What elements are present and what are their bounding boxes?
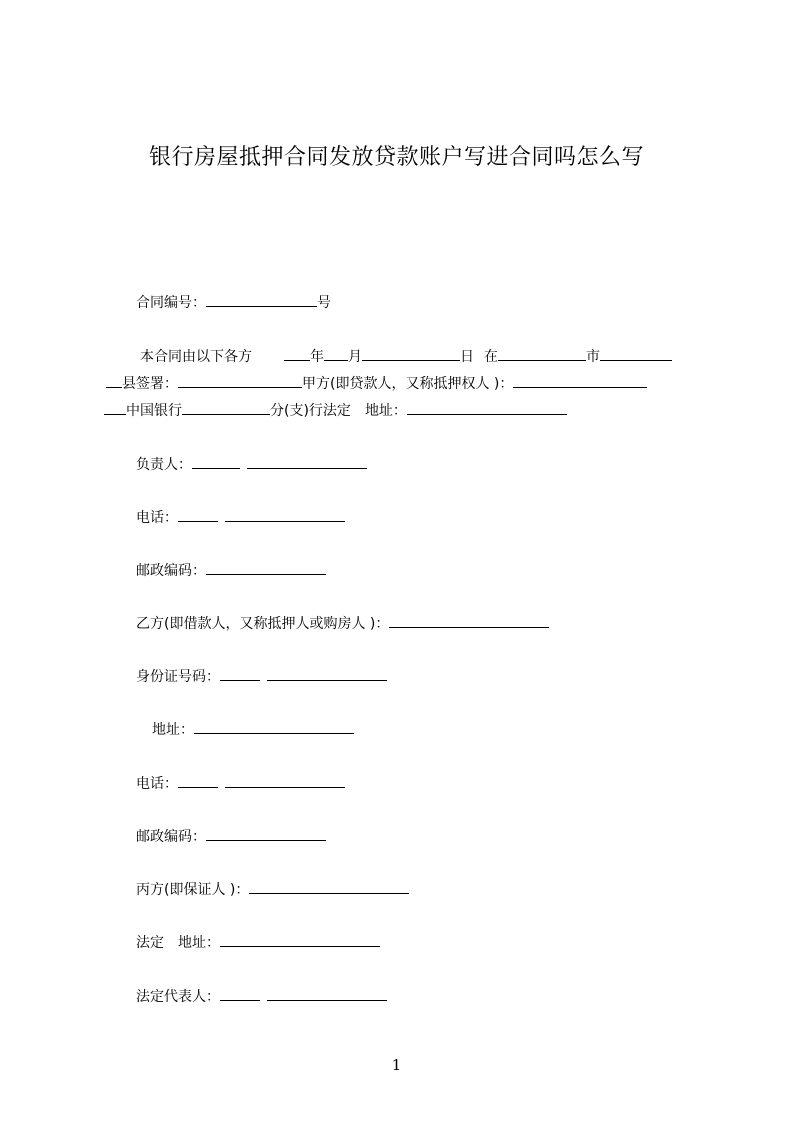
party-a-postcode-blank[interactable] <box>206 560 326 575</box>
party-b-phone-blank-a[interactable] <box>178 773 218 788</box>
party-b-address-blank[interactable] <box>194 719 354 734</box>
id-number-blank-a[interactable] <box>220 666 260 681</box>
legal-rep-blank-b[interactable] <box>267 986 387 1001</box>
legal-rep-line <box>136 986 387 1006</box>
sign-blank[interactable] <box>178 373 302 388</box>
id-number-label: 身份证号码： <box>136 669 220 685</box>
city-label: 市 <box>586 349 600 365</box>
party-a-postcode-label: 邮政编码： <box>136 563 206 579</box>
responsible-blank-b[interactable] <box>247 454 367 469</box>
party-a-phone-label: 电话： <box>136 510 178 526</box>
party-c-address-label: 地址： <box>178 935 220 951</box>
party-c-line <box>136 879 409 899</box>
party-a-blank[interactable] <box>513 373 647 388</box>
party-b-label: 乙方(即借款人，又称抵押人或购房人 )： <box>136 616 390 632</box>
party-b-blank[interactable] <box>389 613 549 628</box>
party-b-address-label: 地址： <box>152 722 194 738</box>
bank-label: 中国银行 <box>126 403 182 419</box>
party-c-blank[interactable] <box>249 879 409 894</box>
at-label: 在 <box>484 349 498 365</box>
party-a-phone-blank-a[interactable] <box>178 507 218 522</box>
party-a-phone-blank-b[interactable] <box>225 507 345 522</box>
page-title: 银行房屋抵押合同发放贷款账户写进合同吗怎么写 <box>148 145 644 170</box>
county-blank-b[interactable] <box>106 373 122 388</box>
contract-number-suffix: 号 <box>317 295 331 311</box>
year-label: 年 <box>310 349 324 365</box>
legal-rep-label: 法定代表人： <box>136 989 220 1005</box>
intro-line-2 <box>106 373 647 393</box>
page-number: 1 <box>391 1056 402 1074</box>
year-blank[interactable] <box>284 346 310 361</box>
month-blank[interactable] <box>324 346 348 361</box>
id-number-line <box>136 666 387 686</box>
contract-number-label: 合同编号： <box>136 295 206 311</box>
party-a-label: 甲方(即贷款人，又称抵押权人 )： <box>302 376 514 392</box>
contract-number-line <box>136 292 331 312</box>
party-b-postcode-line <box>136 826 326 846</box>
branch-label: 分(支)行法定 <box>270 403 351 419</box>
city-blank[interactable] <box>498 346 586 361</box>
responsible-line <box>136 454 367 474</box>
party-b-phone-blank-b[interactable] <box>225 773 345 788</box>
intro-text: 本合同由以下各方 <box>140 349 252 365</box>
party-c-legal-label: 法定 <box>136 935 164 951</box>
month-label: 月 <box>348 349 362 365</box>
intro-line-1 <box>140 346 672 366</box>
party-b-phone-label: 电话： <box>136 776 178 792</box>
legal-rep-blank-a[interactable] <box>220 986 260 1001</box>
branch-blank[interactable] <box>182 400 270 415</box>
party-c-address-blank[interactable] <box>220 932 380 947</box>
party-a-address-label: 地址： <box>364 403 407 419</box>
party-b-postcode-blank[interactable] <box>206 826 326 841</box>
responsible-blank-a[interactable] <box>192 454 240 469</box>
party-a-address-blank[interactable] <box>407 400 567 415</box>
party-b-address-line <box>152 719 354 739</box>
bank-prefix-blank[interactable] <box>104 400 126 415</box>
county-blank-a[interactable] <box>600 346 672 361</box>
party-b-line <box>136 613 549 633</box>
party-b-phone-line <box>136 773 345 793</box>
day-blank[interactable] <box>362 346 460 361</box>
intro-line-3 <box>104 400 567 420</box>
party-a-postcode-line <box>136 560 326 580</box>
party-c-label: 丙方(即保证人 )： <box>136 882 250 898</box>
contract-number-blank[interactable] <box>206 292 317 307</box>
county-signed-label: 县签署： <box>122 376 178 392</box>
party-b-postcode-label: 邮政编码： <box>136 829 206 845</box>
day-label: 日 <box>460 349 474 365</box>
responsible-label: 负责人： <box>136 457 192 473</box>
party-c-address-line <box>136 932 380 952</box>
id-number-blank-b[interactable] <box>267 666 387 681</box>
party-a-phone-line <box>136 507 345 527</box>
